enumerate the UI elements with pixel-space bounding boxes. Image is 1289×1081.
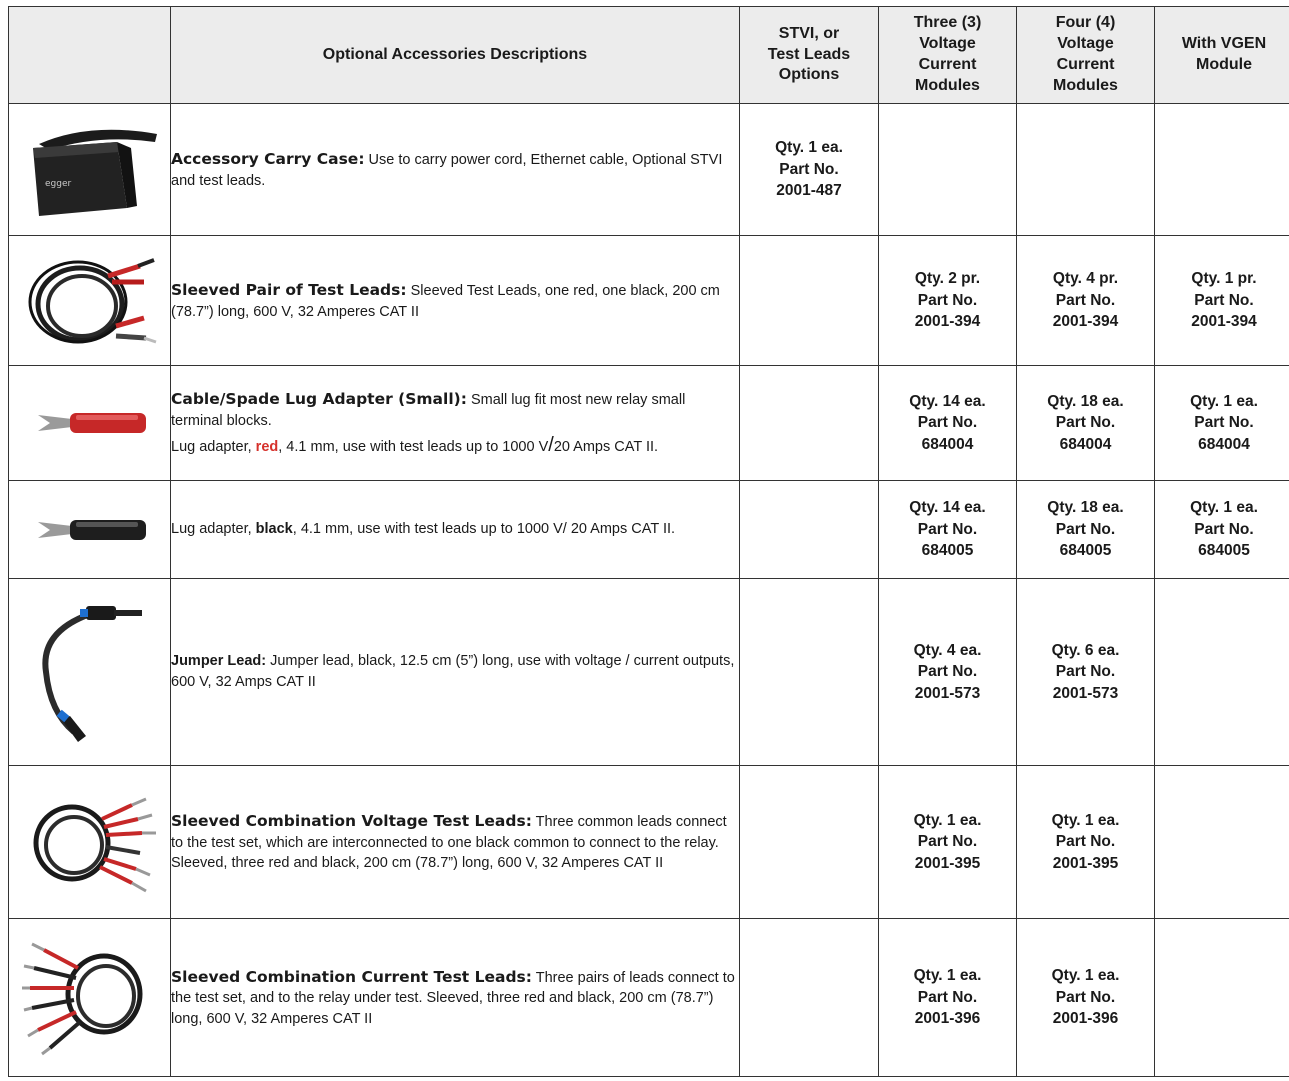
row-description: Sleeved Pair of Test Leads: Sleeved Test Leads, one red, one black, 200 cm (78.7”) long, 600 V, 32 Amperes CAT II bbox=[171, 236, 740, 366]
three-qty: Qty. 14 ea. Part No. 684005 bbox=[879, 481, 1017, 579]
row-description: Cable/Spade Lug Adapter (Small): Small lug fit most new relay small terminal blocks. Lug adapter, red, 4.1 mm, use with test leads up to 1000 V/20 Amps CAT II. bbox=[171, 366, 740, 481]
three-qty: Qty. 1 ea. Part No. 2001-395 bbox=[879, 766, 1017, 919]
voltage-leads-image bbox=[9, 766, 171, 919]
red-spade-lug-image bbox=[9, 366, 171, 481]
current-leads-image bbox=[9, 919, 171, 1077]
accessories-table bbox=[8, 6, 1289, 1077]
jumper-lead-image bbox=[9, 579, 171, 766]
table-row bbox=[9, 366, 1289, 481]
row-description: Jumper Lead: Jumper lead, black, 12.5 cm (5”) long, use with voltage / current outputs, 600 V, 32 Amps CAT II bbox=[171, 579, 740, 766]
header-image-col bbox=[9, 7, 171, 104]
stvi-qty bbox=[740, 481, 879, 579]
three-qty: Qty. 1 ea. Part No. 2001-396 bbox=[879, 919, 1017, 1077]
stvi-qty bbox=[740, 919, 879, 1077]
header-four-modules: Four (4) Voltage Current Modules bbox=[1017, 7, 1155, 104]
row-description: Lug adapter, black, 4.1 mm, use with test leads up to 1000 V/ 20 Amps CAT II. bbox=[171, 481, 740, 579]
vgen-qty bbox=[1155, 766, 1289, 919]
four-qty bbox=[1017, 104, 1155, 236]
four-qty: Qty. 18 ea. Part No. 684004 bbox=[1017, 366, 1155, 481]
vgen-qty bbox=[1155, 104, 1289, 236]
stvi-qty bbox=[740, 236, 879, 366]
stvi-qty: Qty. 1 ea. Part No. 2001-487 bbox=[740, 104, 879, 236]
row-description: Sleeved Combination Voltage Test Leads: Three common leads connect to the test set, which are interconnected to one black common to connect to the relay. Sleeved, three red and black, 200 cm (78.7”) long, 600 V, 32 Amperes CAT II bbox=[171, 766, 740, 919]
header-vgen: With VGEN Module bbox=[1155, 7, 1289, 104]
three-qty bbox=[879, 104, 1017, 236]
table-row bbox=[9, 481, 1289, 579]
header-stvi: STVI, or Test Leads Options bbox=[740, 7, 879, 104]
vgen-qty: Qty. 1 ea. Part No. 684005 bbox=[1155, 481, 1289, 579]
four-qty: Qty. 4 pr. Part No. 2001-394 bbox=[1017, 236, 1155, 366]
header-description: Optional Accessories Descriptions bbox=[171, 7, 740, 104]
three-qty: Qty. 2 pr. Part No. 2001-394 bbox=[879, 236, 1017, 366]
table-row bbox=[9, 766, 1289, 919]
table-row bbox=[9, 236, 1289, 366]
vgen-qty bbox=[1155, 919, 1289, 1077]
stvi-qty bbox=[740, 579, 879, 766]
carry-case-image bbox=[9, 104, 171, 236]
vgen-qty bbox=[1155, 579, 1289, 766]
vgen-qty: Qty. 1 pr. Part No. 2001-394 bbox=[1155, 236, 1289, 366]
header-row bbox=[9, 7, 1289, 104]
case-logo: egger bbox=[44, 178, 71, 189]
row-description: Sleeved Combination Current Test Leads: Three pairs of leads connect to the test set, and to the relay under test. Sleeved, three red and black, 200 cm (78.7”) long, 600 V, 32 Amperes CAT II bbox=[171, 919, 740, 1077]
four-qty: Qty. 6 ea. Part No. 2001-573 bbox=[1017, 579, 1155, 766]
three-qty: Qty. 14 ea. Part No. 684004 bbox=[879, 366, 1017, 481]
three-qty: Qty. 4 ea. Part No. 2001-573 bbox=[879, 579, 1017, 766]
row-description: Accessory Carry Case: Use to carry power cord, Ethernet cable, Optional STVI and test leads. bbox=[171, 104, 740, 236]
table-row bbox=[9, 919, 1289, 1077]
four-qty: Qty. 1 ea. Part No. 2001-396 bbox=[1017, 919, 1155, 1077]
stvi-qty bbox=[740, 766, 879, 919]
stvi-qty bbox=[740, 366, 879, 481]
four-qty: Qty. 18 ea. Part No. 684005 bbox=[1017, 481, 1155, 579]
four-qty: Qty. 1 ea. Part No. 2001-395 bbox=[1017, 766, 1155, 919]
header-three-modules: Three (3) Voltage Current Modules bbox=[879, 7, 1017, 104]
vgen-qty: Qty. 1 ea. Part No. 684004 bbox=[1155, 366, 1289, 481]
table-row bbox=[9, 104, 1289, 236]
table-row bbox=[9, 579, 1289, 766]
test-leads-coil-image bbox=[9, 236, 171, 366]
black-spade-lug-image bbox=[9, 481, 171, 579]
